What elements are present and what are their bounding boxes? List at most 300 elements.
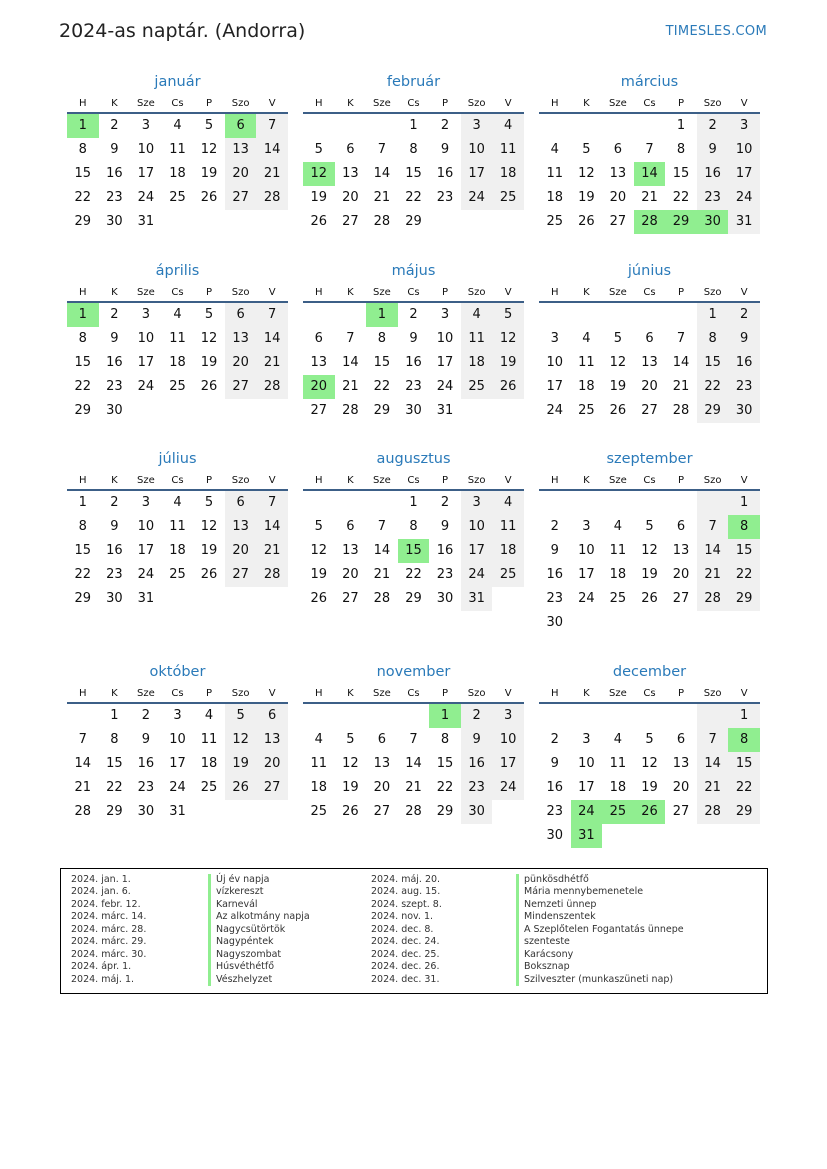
day-cell: 22: [405, 190, 422, 205]
day-cell: 29: [728, 587, 760, 611]
day-cell: 2: [697, 114, 729, 138]
weekday-header: [67, 686, 288, 702]
day-cell: 23: [436, 567, 454, 582]
day-cell: 17: [137, 166, 155, 181]
empty-cell: [697, 824, 729, 848]
month-május: [303, 261, 524, 423]
weekday-label: Sze: [137, 98, 155, 109]
month-szeptember: [539, 449, 760, 635]
day-cell: 24: [578, 591, 595, 606]
weekday-label: Sze: [609, 98, 627, 109]
day-cell: 13: [342, 166, 359, 181]
day-cell: 26: [225, 776, 257, 800]
day-cell: 1: [67, 303, 99, 327]
day-cell: 19: [578, 190, 595, 205]
day-cell: 3: [582, 732, 591, 747]
day-cell: 31: [728, 210, 760, 234]
day-cell: 2: [110, 495, 119, 510]
day-cell: 22: [405, 567, 422, 582]
day-cell: 31: [169, 804, 186, 819]
day-cell: 4: [314, 732, 323, 747]
day-cell: 2: [461, 704, 493, 728]
day-cell: 14: [373, 166, 391, 181]
legend-holiday-name: vízkereszt: [208, 886, 310, 898]
day-cell: 11: [492, 138, 524, 162]
legend-holiday-name: Mindenszentek: [516, 911, 684, 923]
day-cell: 12: [641, 543, 658, 558]
day-cell: 26: [641, 591, 658, 606]
day-cell: 5: [314, 519, 323, 534]
day-cell: 12: [609, 355, 627, 370]
day-cell: 4: [204, 708, 214, 723]
weekday-label: P: [442, 475, 449, 486]
day-cell: 20: [342, 567, 359, 582]
empty-cell: [571, 114, 603, 138]
day-cell: 18: [492, 539, 524, 563]
day-cell: 6: [676, 519, 686, 534]
day-cell: 21: [672, 379, 690, 394]
weekday-label: Sze: [373, 475, 391, 486]
weekday-label: P: [442, 98, 449, 109]
weekday-header: [539, 96, 760, 112]
day-cell: 16: [436, 166, 454, 181]
day-cell: 7: [256, 303, 288, 327]
month-title: október: [149, 664, 206, 680]
day-cell: 22: [697, 375, 729, 399]
day-cell: 17: [728, 162, 760, 186]
day-cell: 1: [697, 303, 729, 327]
day-cell: 26: [492, 375, 524, 399]
weekday-label: Cs: [407, 287, 420, 298]
day-cell: 7: [409, 732, 418, 747]
day-cell: 23: [546, 804, 564, 819]
legend-holiday-name: pünkösdhétfő: [516, 874, 684, 886]
weekday-label: K: [347, 688, 354, 699]
day-cell: 15: [74, 355, 92, 370]
day-cell: 26: [310, 214, 328, 229]
day-cell: 8: [409, 142, 418, 157]
day-cell: 30: [546, 828, 564, 843]
day-cell: 6: [613, 142, 623, 157]
weekday-label: P: [206, 98, 213, 109]
month-február: [303, 72, 524, 234]
empty-cell: [256, 587, 288, 611]
empty-cell: [398, 704, 430, 728]
weekday-label: P: [206, 688, 213, 699]
day-cell: 24: [546, 403, 564, 418]
day-cell: 21: [256, 162, 288, 186]
day-cell: 21: [405, 780, 422, 795]
day-cell: 31: [137, 214, 155, 229]
day-cell: 28: [74, 804, 92, 819]
weekday-label: V: [740, 475, 748, 486]
day-cell: 18: [169, 355, 186, 370]
weekday-label: Cs: [171, 688, 184, 699]
day-cell: 12: [303, 162, 335, 186]
day-cell: 13: [373, 756, 391, 771]
weekday-label: Szo: [467, 287, 486, 298]
day-cell: 10: [169, 732, 186, 747]
day-cell: 17: [436, 355, 454, 370]
day-cell: 15: [728, 539, 760, 563]
day-cell: 1: [676, 118, 686, 133]
day-cell: 10: [546, 355, 564, 370]
day-cell: 31: [571, 824, 603, 848]
weekday-label: P: [442, 688, 449, 699]
weekday-label: Sze: [373, 688, 391, 699]
legend-date: 2024. márc. 29.: [71, 936, 147, 948]
day-cell: 20: [641, 379, 658, 394]
day-cell: 21: [256, 351, 288, 375]
day-cell: 30: [106, 214, 123, 229]
weekday-label: Sze: [373, 98, 391, 109]
legend-date: 2024. dec. 31.: [371, 973, 440, 985]
day-grid: [539, 112, 760, 234]
day-cell: 16: [697, 162, 729, 186]
day-cell: 7: [377, 519, 387, 534]
empty-cell: [728, 824, 760, 848]
day-cell: 2: [550, 519, 559, 534]
day-grid: [303, 702, 524, 824]
empty-cell: [162, 399, 194, 423]
day-cell: 8: [728, 515, 760, 539]
day-cell: 31: [436, 403, 454, 418]
day-cell: 19: [641, 567, 658, 582]
day-cell: 27: [672, 591, 690, 606]
day-cell: 9: [110, 142, 119, 157]
day-cell: 20: [225, 351, 257, 375]
day-cell: 9: [728, 327, 760, 351]
day-cell: 30: [728, 399, 760, 423]
weekday-label: Cs: [171, 475, 184, 486]
day-cell: 12: [342, 756, 359, 771]
weekday-label: P: [206, 287, 213, 298]
day-cell: 28: [256, 563, 288, 587]
day-cell: 17: [461, 539, 493, 563]
weekday-label: Cs: [171, 98, 184, 109]
weekday-label: V: [740, 287, 748, 298]
day-cell: 5: [492, 303, 524, 327]
day-cell: 10: [728, 138, 760, 162]
day-cell: 9: [461, 728, 493, 752]
day-cell: 18: [492, 162, 524, 186]
day-cell: 18: [169, 166, 186, 181]
day-cell: 22: [74, 379, 92, 394]
day-cell: 15: [728, 752, 760, 776]
day-cell: 24: [461, 186, 493, 210]
day-cell: 3: [141, 118, 151, 133]
day-cell: 23: [106, 567, 123, 582]
day-cell: 5: [645, 732, 654, 747]
day-cell: 4: [173, 307, 182, 322]
day-cell: 26: [634, 800, 666, 824]
weekday-label: Szo: [231, 98, 250, 109]
weekday-label: H: [79, 475, 87, 486]
day-cell: 11: [200, 732, 218, 747]
day-cell: 18: [169, 543, 186, 558]
day-cell: 14: [634, 162, 666, 186]
day-cell: 29: [74, 591, 92, 606]
day-cell: 24: [461, 563, 493, 587]
day-cell: 30: [546, 615, 564, 630]
day-cell: 11: [461, 327, 493, 351]
day-cell: 16: [728, 351, 760, 375]
day-cell: 18: [310, 780, 328, 795]
day-cell: 16: [436, 543, 454, 558]
empty-cell: [602, 114, 634, 138]
day-cell: 8: [697, 327, 729, 351]
month-title: június: [627, 263, 672, 279]
month-title: április: [155, 263, 200, 279]
day-cell: 10: [461, 138, 493, 162]
weekday-label: K: [111, 98, 118, 109]
weekday-label: Sze: [137, 287, 155, 298]
day-cell: 8: [78, 519, 87, 534]
day-grid: [303, 301, 524, 423]
day-cell: 19: [609, 379, 627, 394]
day-cell: 1: [728, 491, 760, 515]
day-cell: 7: [346, 331, 355, 346]
legend-date: 2024. szept. 8.: [371, 898, 442, 910]
day-cell: 16: [106, 166, 123, 181]
day-cell: 5: [204, 118, 214, 133]
weekday-header: [539, 473, 760, 489]
day-cell: 14: [697, 539, 729, 563]
month-június: [539, 261, 760, 423]
legend-date: 2024. aug. 15.: [371, 886, 441, 898]
day-cell: 16: [546, 567, 564, 582]
day-cell: 1: [409, 495, 418, 510]
empty-cell: [256, 800, 288, 824]
legend-names-left: [208, 874, 310, 986]
weekday-label: K: [583, 287, 590, 298]
empty-cell: [571, 611, 603, 635]
day-cell: 27: [256, 776, 288, 800]
weekday-label: H: [315, 98, 323, 109]
day-cell: 22: [74, 190, 92, 205]
day-cell: 3: [582, 519, 591, 534]
weekday-label: K: [111, 475, 118, 486]
month-augusztus: [303, 449, 524, 611]
empty-cell: [225, 800, 257, 824]
weekday-label: Szo: [703, 475, 722, 486]
empty-cell: [539, 303, 571, 327]
day-cell: 15: [373, 355, 391, 370]
day-grid: [303, 489, 524, 611]
day-cell: 6: [225, 491, 257, 515]
day-cell: 11: [169, 331, 186, 346]
day-cell: 3: [550, 331, 559, 346]
day-cell: 27: [225, 186, 257, 210]
day-grid: [303, 112, 524, 234]
weekday-header: [67, 285, 288, 301]
legend-holiday-name: Vészhelyzet: [208, 974, 310, 986]
day-cell: 21: [697, 563, 729, 587]
day-cell: 5: [582, 142, 591, 157]
day-cell: 5: [613, 331, 623, 346]
empty-cell: [366, 704, 398, 728]
day-cell: 4: [582, 331, 591, 346]
legend-holiday-name: Az alkotmány napja: [208, 911, 310, 923]
legend-date: 2024. jan. 6.: [71, 886, 131, 898]
weekday-label: Cs: [643, 475, 656, 486]
day-cell: 20: [225, 539, 257, 563]
day-cell: 27: [672, 804, 690, 819]
day-cell: 2: [550, 732, 559, 747]
day-cell: 6: [346, 142, 355, 157]
day-cell: 2: [409, 307, 418, 322]
empty-cell: [634, 491, 666, 515]
empty-cell: [303, 704, 335, 728]
weekday-label: K: [347, 287, 354, 298]
day-cell: 30: [697, 210, 729, 234]
weekday-label: V: [504, 287, 512, 298]
day-cell: 14: [256, 327, 288, 351]
day-cell: 27: [342, 214, 359, 229]
day-cell: 15: [672, 166, 690, 181]
day-cell: 31: [461, 587, 493, 611]
day-cell: 3: [173, 708, 182, 723]
legend-holiday-name: Mária mennybemenetele: [516, 886, 684, 898]
day-cell: 7: [256, 491, 288, 515]
legend-holiday-name: A Szeplőtelen Fogantatás ünnepe: [516, 924, 684, 936]
empty-cell: [665, 611, 697, 635]
day-cell: 4: [173, 495, 182, 510]
day-cell: 1: [409, 118, 418, 133]
day-cell: 5: [225, 704, 257, 728]
day-cell: 8: [728, 728, 760, 752]
brand-link[interactable]: TIMESLES.COM: [665, 24, 767, 39]
legend-date: 2024. dec. 26.: [371, 961, 440, 973]
weekday-label: H: [315, 475, 323, 486]
day-cell: 29: [106, 804, 123, 819]
day-cell: 5: [204, 495, 214, 510]
empty-cell: [335, 303, 367, 327]
day-cell: 12: [225, 728, 257, 752]
day-cell: 25: [609, 591, 627, 606]
day-cell: 29: [373, 403, 391, 418]
day-cell: 2: [110, 307, 119, 322]
empty-cell: [571, 704, 603, 728]
weekday-label: H: [551, 287, 559, 298]
weekday-label: H: [315, 287, 323, 298]
day-cell: 16: [546, 780, 564, 795]
day-cell: 16: [106, 355, 123, 370]
weekday-label: Sze: [373, 287, 391, 298]
weekday-label: Cs: [407, 688, 420, 699]
day-cell: 23: [546, 591, 564, 606]
empty-cell: [634, 704, 666, 728]
weekday-label: P: [678, 688, 685, 699]
empty-cell: [602, 611, 634, 635]
weekday-label: Sze: [137, 475, 155, 486]
day-cell: 16: [405, 355, 422, 370]
day-cell: 15: [74, 543, 92, 558]
day-cell: 29: [697, 399, 729, 423]
empty-cell: [634, 303, 666, 327]
day-cell: 16: [106, 543, 123, 558]
day-cell: 3: [141, 495, 151, 510]
day-cell: 21: [373, 567, 391, 582]
day-cell: 22: [436, 780, 454, 795]
empty-cell: [602, 824, 634, 848]
day-cell: 11: [310, 756, 328, 771]
empty-cell: [303, 491, 335, 515]
legend-holiday-name: szenteste: [516, 936, 684, 948]
weekday-label: K: [111, 688, 118, 699]
empty-cell: [571, 303, 603, 327]
legend-holiday-name: Karnevál: [208, 899, 310, 911]
day-cell: 10: [578, 756, 595, 771]
day-cell: 26: [310, 591, 328, 606]
day-cell: 10: [436, 331, 454, 346]
day-cell: 22: [373, 379, 391, 394]
day-cell: 25: [492, 563, 524, 587]
weekday-label: Sze: [137, 688, 155, 699]
day-cell: 12: [492, 327, 524, 351]
day-cell: 3: [440, 307, 450, 322]
weekday-header: [303, 473, 524, 489]
day-cell: 2: [440, 118, 450, 133]
day-cell: 13: [310, 355, 328, 370]
page-title: 2024-as naptár. (Andorra): [59, 20, 306, 42]
day-cell: 16: [461, 752, 493, 776]
day-cell: 6: [225, 114, 257, 138]
empty-cell: [366, 491, 398, 515]
day-cell: 24: [137, 190, 155, 205]
day-cell: 30: [137, 804, 155, 819]
legend-holiday-name: Új év napja: [208, 874, 310, 886]
day-cell: 17: [578, 567, 595, 582]
day-cell: 8: [78, 142, 87, 157]
day-cell: 25: [492, 186, 524, 210]
empty-cell: [193, 210, 225, 234]
legend-holiday-name: Nagypéntek: [208, 936, 310, 948]
day-cell: 12: [310, 543, 328, 558]
weekday-label: H: [551, 688, 559, 699]
weekday-label: P: [206, 475, 213, 486]
day-cell: 26: [200, 190, 218, 205]
weekday-label: Cs: [407, 98, 420, 109]
day-cell: 21: [697, 776, 729, 800]
month-title: november: [376, 664, 451, 680]
empty-cell: [634, 824, 666, 848]
day-cell: 23: [697, 186, 729, 210]
legend-date: 2024. máj. 20.: [371, 874, 441, 885]
day-cell: 13: [609, 166, 627, 181]
day-grid: [67, 301, 288, 423]
day-cell: 1: [110, 708, 119, 723]
legend-date: 2024. febr. 12.: [71, 898, 141, 910]
empty-cell: [602, 303, 634, 327]
day-cell: 14: [256, 138, 288, 162]
legend-date: 2024. nov. 1.: [371, 911, 434, 923]
day-cell: 3: [728, 114, 760, 138]
day-cell: 24: [137, 379, 155, 394]
empty-cell: [335, 114, 367, 138]
day-cell: 2: [440, 495, 450, 510]
day-cell: 19: [225, 752, 257, 776]
weekday-label: V: [740, 98, 748, 109]
empty-cell: [634, 114, 666, 138]
day-cell: 29: [74, 403, 92, 418]
weekday-label: V: [268, 688, 276, 699]
day-cell: 13: [225, 327, 257, 351]
month-title: január: [154, 74, 201, 90]
day-cell: 22: [728, 776, 760, 800]
day-cell: 5: [645, 519, 654, 534]
legend-date: 2024. dec. 25.: [371, 948, 440, 960]
